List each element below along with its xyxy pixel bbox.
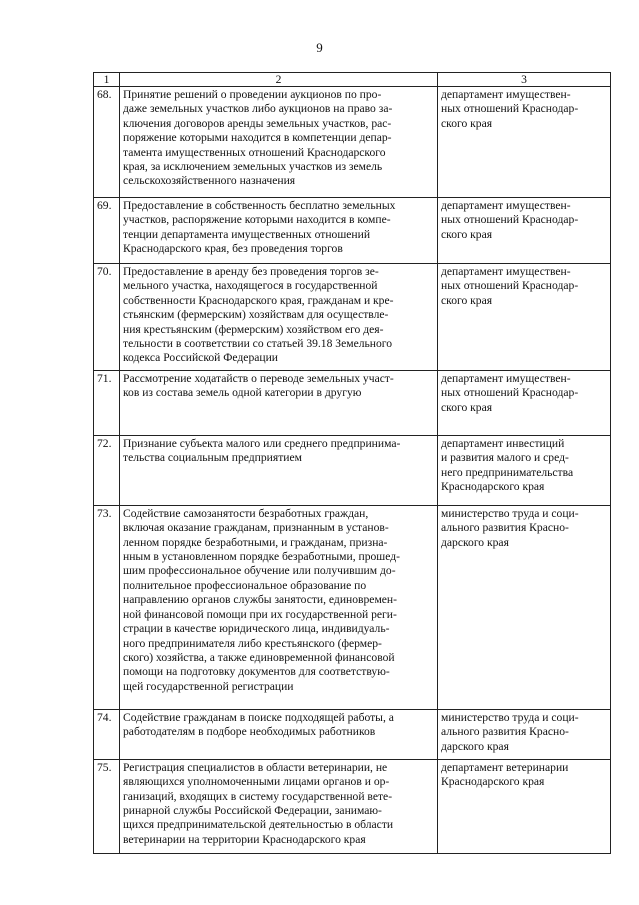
table-row — [94, 370, 611, 435]
responsible-authority: департамент имуществен- ных отношений Краснодар- ского края — [438, 264, 611, 371]
row-number: 69. — [94, 198, 120, 264]
responsible-authority: департамент имуществен- ных отношений Краснодар- ского края — [438, 370, 611, 435]
services-table — [93, 72, 611, 854]
responsible-authority: департамент инвестиций и развития малого и сред- него предпринимательства Краснодарского края — [438, 435, 611, 505]
row-number: 73. — [94, 505, 120, 709]
row-number: 75. — [94, 759, 120, 853]
service-name: Принятие решений о проведении аукционов по про- даже земельных участков либо аукционов на право за- ключения договоров аренды земельных участков, рас- поряжение которыми находится в компетенции депар- тамента имущественных отношений Краснодарского края, за исключением земельных участков из земель сельскохозяйственного назначения — [120, 87, 438, 198]
table-row — [94, 435, 611, 505]
responsible-authority: департамент имуществен- ных отношений Краснодар- ского края — [438, 198, 611, 264]
service-name: Предоставление в собственность бесплатно земельных участков, распоряжение которыми находится в компе- тенции департамента имущественных отношений Краснодарского края, без проведения торгов — [120, 198, 438, 264]
row-number: 68. — [94, 87, 120, 198]
table-row — [94, 505, 611, 709]
table-row — [94, 87, 611, 198]
row-number: 72. — [94, 435, 120, 505]
column-header-1: 1 — [94, 73, 120, 87]
responsible-authority: министерство труда и соци- ального развития Красно- дарского края — [438, 505, 611, 709]
responsible-authority: министерство труда и соци- ального развития Красно- дарского края — [438, 709, 611, 759]
service-name: Содействие самозанятости безработных граждан, включая оказание гражданам, признанным в установ- ленном порядке безработными, и гражданам, призна- нным в установленном порядке безработными, прошед- шим профессиональное обучение или получившим до- полнительное профессиональное образование по направлению органов службы занятости, единовремен- ной финансовой помощи при их государственной реги- страции в качестве юридического лица, индивидуаль- ного предпринимателя либо крестьянского (фермер- ского) хозяйства, а также единовременной финансовой помощи на подготовку документов для соответствую- щей государственной регистрации — [120, 505, 438, 709]
column-header-2: 2 — [120, 73, 438, 87]
responsible-authority: департамент ветеринарии Краснодарского края — [438, 759, 611, 853]
table-row — [94, 264, 611, 371]
table-row — [94, 709, 611, 759]
service-name: Признание субъекта малого или среднего предпринима- тельства социальным предприятием — [120, 435, 438, 505]
service-name: Содействие гражданам в поиске подходящей работы, а работодателям в подборе необходимых работников — [120, 709, 438, 759]
service-name: Рассмотрение ходатайств о переводе земельных участ- ков из состава земель одной категории в другую — [120, 370, 438, 435]
column-header-3: 3 — [438, 73, 611, 87]
service-name: Предоставление в аренду без проведения торгов зе- мельного участка, находящегося в государственной собственности Краснодарского края, гражданам и кре- стьянским (фермерским) хозяйствам для осуществле- ния крестьянским (фермерским) хозяйством его дея- тельности в соответствии со статьей 39.18 Земельного кодекса Российской Федерации — [120, 264, 438, 371]
table-row — [94, 198, 611, 264]
row-number: 74. — [94, 709, 120, 759]
table-row — [94, 759, 611, 853]
row-number: 71. — [94, 370, 120, 435]
responsible-authority: департамент имуществен- ных отношений Краснодар- ского края — [438, 87, 611, 198]
row-number: 70. — [94, 264, 120, 371]
table-header-row — [94, 73, 611, 87]
service-name: Регистрация специалистов в области ветеринарии, не являющихся уполномоченными лицами органов и ор- ганизаций, входящих в систему государственной вете- ринарной службы Российской Федерации, занимаю- щихся предпринимательской деятельностью в области ветеринарии на территории Краснодарского края — [120, 759, 438, 853]
page-number: 9 — [316, 40, 323, 55]
